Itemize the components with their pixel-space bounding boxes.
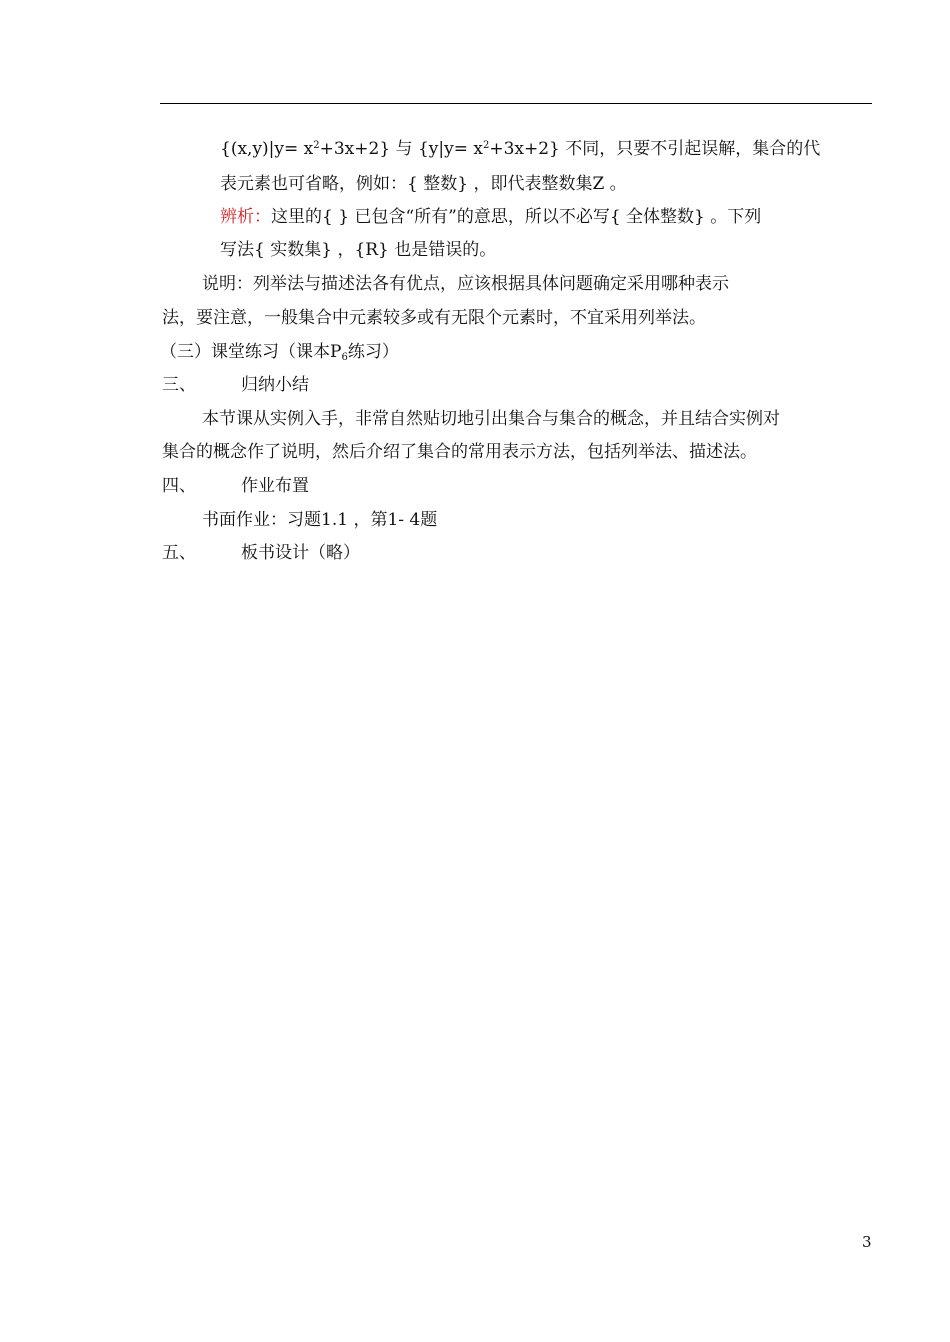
section-3-number: 三、 [162, 375, 196, 395]
set-notation-part-c: +3x+2} 不同，只要不引起误解，集合的代 [489, 139, 821, 159]
analysis-continued-line: 写法{ 实数集} ，{R} 也是错误的。 [220, 240, 497, 260]
homework-line: 书面作业：习题1.1 ，第1- 4题 [202, 510, 438, 530]
exponent-a: 2 [313, 140, 320, 151]
analysis-label: 辨析： [220, 207, 271, 227]
set-notation-part-a: {(x,y)|y= x [220, 139, 314, 159]
summary-line-1: 本节课从实例入手，非常自然贴切地引出集合与集合的概念，并且结合实例对 [202, 409, 780, 429]
note-continued-line: 法，要注意，一般集合中元素较多或有无限个元素时，不宜采用列举法。 [162, 308, 706, 328]
summary-line-2: 集合的概念作了说明，然后介绍了集合的常用表示方法，包括列举法、描述法。 [162, 442, 757, 462]
header-rule [160, 103, 872, 104]
classroom-practice-line [160, 341, 399, 363]
page-number: 3 [862, 1233, 872, 1251]
practice-subscript: 6 [341, 352, 348, 363]
set-notation-part-b: +3x+2} 与 {y|y= x [319, 139, 483, 159]
section-4-number: 四、 [162, 476, 196, 496]
example-line: 表元素也可省略，例如：{ 整数} ，即代表整数集Z 。 [220, 174, 627, 194]
section-5-number: 五、 [162, 543, 196, 563]
practice-text-a: （三）课堂练习（课本P [160, 342, 342, 362]
section-5-title: 板书设计（略） [241, 543, 360, 563]
exponent-b: 2 [482, 140, 490, 151]
section-4-title: 作业布置 [241, 476, 309, 496]
section-3-title: 归纳小结 [241, 375, 309, 395]
analysis-text: 这里的{ } 已包含“所有”的意思，所以不必写{ 全体整数} 。下列 [271, 207, 762, 227]
note-line: 说明：列举法与描述法各有优点，应该根据具体问题确定采用哪种表示 [202, 274, 729, 294]
practice-text-b: 练习） [347, 342, 399, 362]
analysis-line [220, 206, 761, 228]
set-notation-line [220, 138, 820, 160]
